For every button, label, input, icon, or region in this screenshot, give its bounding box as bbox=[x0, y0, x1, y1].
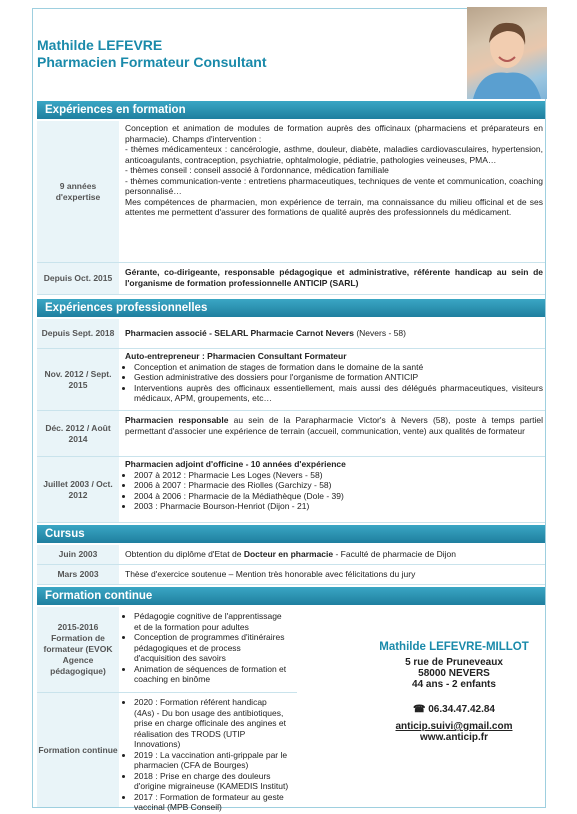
job-title: Pharmacien adjoint d'officine - 10 années d'expérience bbox=[125, 459, 346, 469]
portrait-image bbox=[467, 7, 547, 99]
row-content bbox=[125, 123, 543, 218]
row-date: Déc. 2012 / Août 2014 bbox=[37, 411, 119, 456]
pro-row-auto-entrepreneur bbox=[37, 349, 545, 411]
profile-photo bbox=[467, 7, 547, 99]
list-item: • 2004 à 2006 : Pharmacie de la Médiathèque (Dole - 39) bbox=[134, 491, 543, 502]
list-item: • Conception de programmes d'itinéraires pédagogiques et de process d'acquisition des savoirs bbox=[134, 632, 289, 664]
header bbox=[33, 9, 545, 99]
contact-age: 44 ans - 2 enfants bbox=[412, 679, 496, 690]
contact-city: 58000 NEVERS bbox=[418, 668, 490, 679]
row-date: Mars 2003 bbox=[37, 565, 119, 584]
row-date: Nov. 2012 / Sept. 2015 bbox=[37, 349, 119, 410]
continue-row-continue bbox=[37, 693, 297, 812]
expertise-intro: Conception et animation de modules de formation auprès des officinaux (pharmaciens et préparateurs en pharmacie). Champs d'intervention : bbox=[125, 123, 543, 144]
list-item: • 2017 : Formation de formateur au geste vaccinal (MPB Conseil) bbox=[134, 792, 289, 813]
pro-row-adjoint bbox=[37, 457, 545, 523]
contact-website-link[interactable]: www.anticip.fr bbox=[420, 732, 488, 743]
cursus-row-diplome bbox=[37, 545, 545, 565]
row-content bbox=[125, 697, 289, 813]
row-date: 2015-2016 Formation de formateur (EVOK Agence pédagogique) bbox=[37, 607, 119, 692]
row-content: Pharmacien responsable au sein de la Parapharmacie Victor's à Nevers (58), poste à temps partiel permettant d'associer une expérience de terrain (accueil, communication, vente) aux qualités de formateur bbox=[125, 415, 543, 436]
section-experiences-professionnelles: Expériences professionnelles bbox=[37, 299, 545, 317]
formation-row-anticip bbox=[37, 263, 545, 295]
row-content bbox=[125, 611, 289, 685]
contact-email-link[interactable]: anticip.suivi@gmail.com bbox=[395, 721, 513, 732]
list-item: • Conception et animation de stages de formation dans le domaine de la santé bbox=[134, 362, 543, 373]
expertise-outro: Mes compétences de pharmacien, mon expérience de terrain, ma connaissance du milieu officinal et de ses attentes me permettent d'assurer des formations de qualité auprès des professionnels du médicament. bbox=[125, 196, 543, 217]
row-date: 9 années d'expertise bbox=[37, 121, 119, 262]
contact-street: 5 rue de Pruneveaux bbox=[405, 657, 503, 668]
expertise-item: - thèmes médicamenteux : cancérologie, asthme, douleur, diabète, maladies cardiovasculaires, hypertension, anticoagulants, contraception, psychiatrie, ophtalmologie, pédiatrie, pathologies veineuses, PMA… bbox=[125, 144, 543, 165]
row-content bbox=[125, 351, 543, 404]
section-cursus: Cursus bbox=[37, 525, 545, 543]
section-formation-continue: Formation continue bbox=[37, 587, 545, 605]
list-item: • 2006 à 2007 : Pharmacie des Riolles (Garchizy - 58) bbox=[134, 480, 543, 491]
continue-row-formateur bbox=[37, 607, 297, 693]
list-item: • 2007 à 2012 : Pharmacie Les Loges (Nevers - 58) bbox=[134, 470, 543, 481]
list-item: • Interventions auprès des officinaux essentiellement, mais aussi des délégués pharmaceutiques, visiteurs médicaux, APM, groupements, etc… bbox=[134, 383, 543, 404]
cursus-row-these bbox=[37, 565, 545, 585]
contact-name: Mathilde LEFEVRE-MILLOT bbox=[379, 641, 529, 653]
list-item: • 2019 : La vaccination anti-grippale par le pharmacien (CFA de Bourges) bbox=[134, 750, 289, 771]
row-content: Obtention du diplôme d'Etat de Docteur en pharmacie - Faculté de pharmacie de Dijon bbox=[125, 549, 456, 559]
row-date: Formation continue bbox=[37, 693, 119, 807]
expertise-item: - thèmes communication-vente : entretiens pharmaceutiques, techniques de vente et communication, coaching personnalisé… bbox=[125, 175, 543, 196]
list-item: • Gestion administrative des dossiers pour l'organisme de formation ANTICIP bbox=[134, 372, 543, 383]
list-item: • 2003 : Pharmacie Bourson-Henriot (Dijon - 21) bbox=[134, 501, 543, 512]
expertise-item: - thèmes conseil : conseil associé à l'ordonnance, médication familiale bbox=[125, 165, 389, 175]
job-title: Auto-entrepreneur : Pharmacien Consultant Formateur bbox=[125, 351, 347, 361]
row-date: Depuis Sept. 2018 bbox=[37, 319, 119, 348]
cv-page bbox=[32, 8, 546, 812]
section-experiences-formation: Expériences en formation bbox=[37, 101, 545, 119]
pro-row-parapharmacie bbox=[37, 411, 545, 457]
row-date: Depuis Oct. 2015 bbox=[37, 263, 119, 294]
row-content: Gérante, co-dirigeante, responsable pédagogique et administrative, référente handicap au sein de l'organisme de formation professionnelle ANTICIP (SARL) bbox=[125, 267, 543, 288]
cv-name: Mathilde LEFEVRE bbox=[37, 37, 163, 53]
list-item: • 2018 : Prise en charge des douleurs d'origine migraineuse (KAMEDIS Institut) bbox=[134, 771, 289, 792]
contact-block bbox=[363, 641, 545, 743]
row-date: Juin 2003 bbox=[37, 545, 119, 564]
list-item: • Pédagogie cognitive de l'apprentissage et de la formation pour adultes bbox=[134, 611, 289, 632]
pro-row-associe bbox=[37, 319, 545, 349]
list-item: • Animation de séquences de formation et coaching en binôme bbox=[134, 664, 289, 685]
row-content: Pharmacien associé - SELARL Pharmacie Carnot Nevers (Nevers - 58) bbox=[125, 328, 406, 338]
row-date: Juillet 2003 / Oct. 2012 bbox=[37, 457, 119, 522]
formation-row-expertise bbox=[37, 121, 545, 263]
list-item: • 2020 : Formation référent handicap (4As) - Du bon usage des antibiotiques, prise en charge officinale des angines et réalisation des TRODS (UTIP Innovations) bbox=[134, 697, 289, 750]
row-content bbox=[125, 459, 543, 512]
contact-phone[interactable]: ☎ 06.34.47.42.84 bbox=[413, 704, 495, 715]
cv-title: Pharmacien Formateur Consultant bbox=[37, 54, 267, 70]
row-content: Thèse d'exercice soutenue – Mention très honorable avec félicitations du jury bbox=[125, 569, 416, 579]
